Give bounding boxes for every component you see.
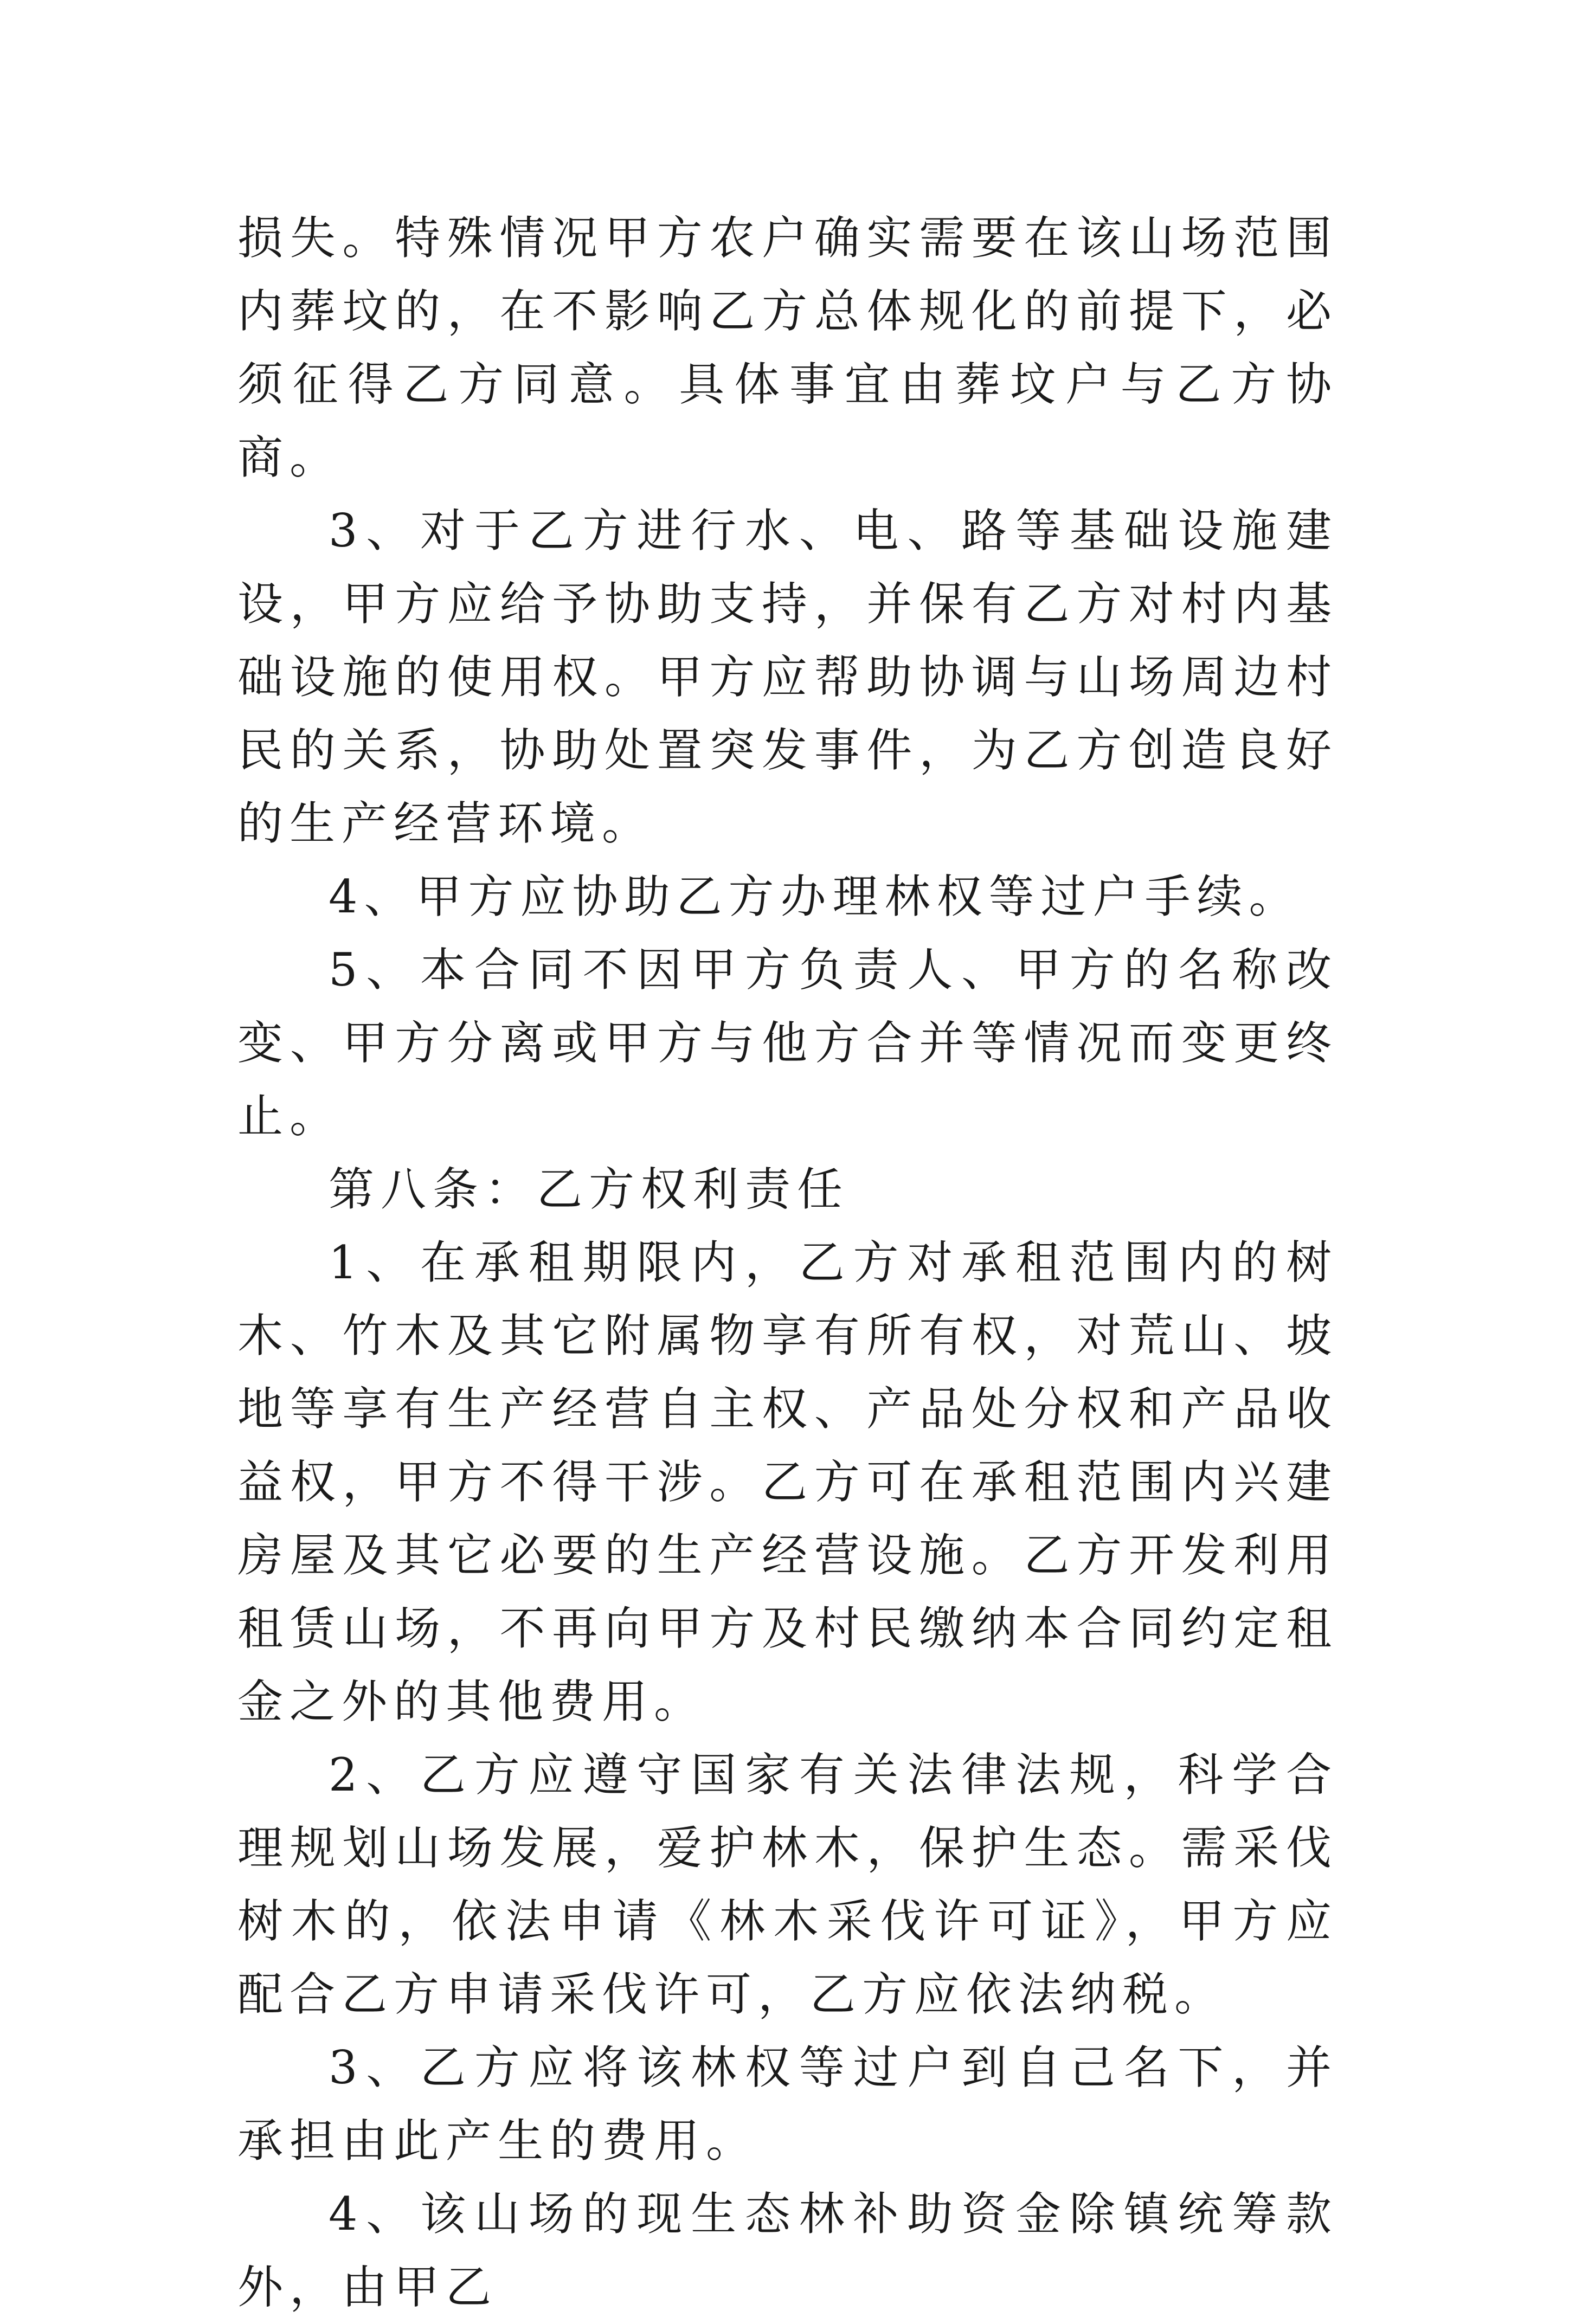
document-body (237, 202, 1338, 2324)
paragraph-item-3-title-transfer: 3、乙方应将该林权等过户到自己名下，并承担由此产生的费用。 (237, 2041, 1338, 2167)
paragraph-item-1-rights: 1、在承租期限内，乙方对承租范围内的树木、竹木及其它附属物享有所有权，对荒山、坡地等享有生产经营自主权、产品处分权和产品收益权，甲方不得干涉。乙方可在承租范围内兴建房屋及其它必要的生产经营设施。乙方开发利用租赁山场，不再向甲方及村民缴纳本合同约定租金之外的其他费用。 (237, 1236, 1338, 1728)
paragraph-continuation: 损失。特殊情况甲方农户确实需要在该山场范围内葬坟的，在不影响乙方总体规化的前提下，必须征得乙方同意。具体事宜由葬坟户与乙方协商。 (237, 211, 1338, 484)
paragraph-item-3-infrastructure: 3、对于乙方进行水、电、路等基础设施建设，甲方应给予协助支持，并保有乙方对村内基础设施的使用权。甲方应帮助协调与山场周边村民的关系，协助处置突发事件，为乙方创造良好的生产经营环境。 (237, 504, 1338, 850)
paragraph-item-2-compliance: 2、乙方应遵守国家有关法律法规，科学合理规划山场发展，爱护林木，保护生态。需采伐树木的，依法申请《林木采伐许可证》，甲方应配合乙方申请采伐许可，乙方应依法纳税。 (237, 1748, 1338, 2021)
section-heading-article-8: 第八条：乙方权利责任 (329, 1163, 850, 1216)
paragraph-item-4-subsidy: 4、该山场的现生态林补助资金除镇统筹款外，由甲乙 (237, 2187, 1338, 2314)
paragraph-item-4-transfer: 4、甲方应协助乙方办理林权等过户手续。 (329, 870, 1301, 923)
paragraph-item-5-contract-continuity: 5、本合同不因甲方负责人、甲方的名称改变、甲方分离或甲方与他方合并等情况而变更终止。 (237, 943, 1338, 1143)
